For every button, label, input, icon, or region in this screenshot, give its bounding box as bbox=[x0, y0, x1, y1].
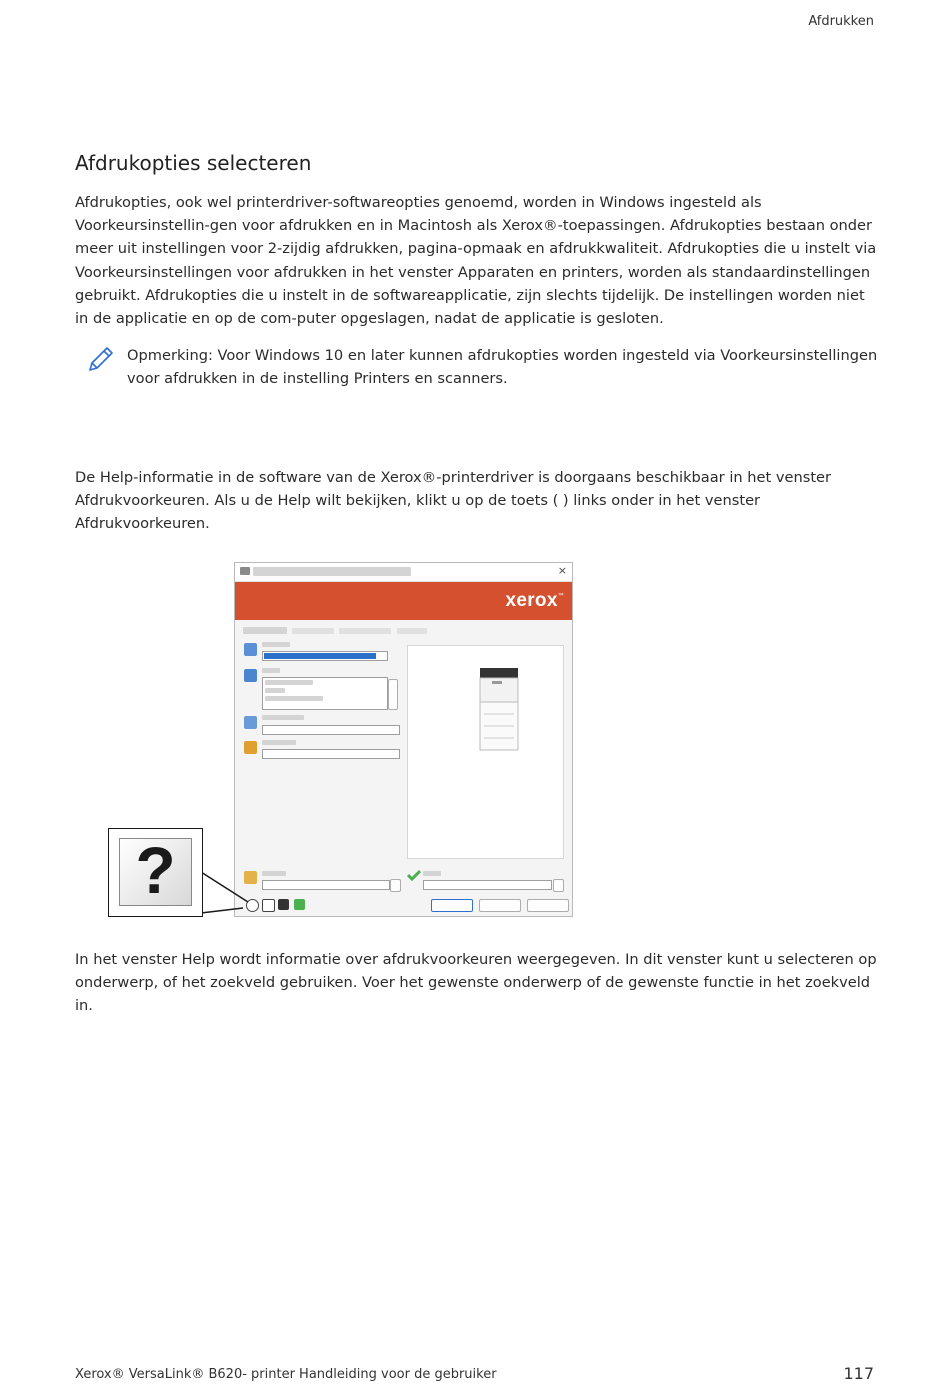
printer-icon bbox=[240, 567, 250, 575]
tab-blurred[interactable] bbox=[292, 628, 334, 634]
help-button-zoom bbox=[119, 833, 192, 907]
layout-select[interactable] bbox=[262, 725, 400, 735]
job-type-select[interactable] bbox=[262, 651, 388, 661]
label-blurred bbox=[262, 642, 290, 647]
help-paragraph: De Help-informatie in de software van de Xerox®-printerdriver is doorgaans beschikbaar in het venster Afdrukvoorkeuren. Als u de Help wilt bekijken, klikt u op de toets ( ) links onder in het venster Afdrukvoorkeuren. bbox=[75, 469, 832, 533]
label-blurred bbox=[262, 715, 304, 720]
layout-icon bbox=[244, 716, 257, 729]
save-icon[interactable] bbox=[278, 899, 289, 910]
finishing-select[interactable] bbox=[262, 749, 400, 759]
footer-title: Xerox® VersaLink® B620- printer Handleiding voor de gebruiker bbox=[75, 1367, 497, 1382]
label-blurred bbox=[262, 668, 280, 673]
printer-preview-panel bbox=[407, 645, 564, 859]
help-button-callout bbox=[108, 828, 203, 917]
help-window-paragraph: In het venster Help wordt informatie over afdrukvoorkeuren weergegeven. In dit venster kunt u selecteren op onderwerp, of het zoekveld gebruiken. Voer het gewenste onderwerp of de gewenste functie in het zoekveld in. bbox=[75, 951, 877, 1015]
tab-blurred[interactable] bbox=[339, 628, 391, 634]
printer-image bbox=[478, 666, 520, 752]
saved-settings-dropdown[interactable] bbox=[390, 879, 401, 892]
duplex-icon bbox=[244, 669, 257, 682]
paper-list[interactable] bbox=[262, 677, 388, 710]
page-number: 117 bbox=[843, 1364, 874, 1383]
summary-button[interactable] bbox=[553, 879, 564, 892]
tab-blurred[interactable] bbox=[243, 627, 287, 634]
ok-button[interactable] bbox=[431, 899, 473, 912]
question-mark-icon: ? bbox=[135, 833, 176, 907]
cancel-button[interactable] bbox=[479, 899, 521, 912]
paper-dropdown-button[interactable] bbox=[388, 679, 398, 710]
window-title-blurred bbox=[253, 567, 411, 576]
saved-settings-select[interactable] bbox=[262, 880, 390, 890]
document-icon bbox=[244, 643, 257, 656]
tab-blurred[interactable] bbox=[397, 628, 427, 634]
apply-button[interactable] bbox=[527, 899, 569, 912]
checkmark-icon bbox=[407, 869, 421, 881]
status-icon[interactable] bbox=[294, 899, 305, 910]
label-blurred bbox=[262, 740, 296, 745]
print-preferences-screenshot bbox=[234, 562, 573, 917]
saved-settings-icon bbox=[244, 871, 257, 884]
intro-paragraph: Afdrukopties, ook wel printerdriver-softwareopties genoemd, worden in Windows ingesteld als Voorkeursinstellin-gen voor afdrukken en in Macintosh als Xerox®-toepassingen. Afdrukopties bestaan onder meer uit instellingen voor 2-zijdig afdrukken, pagina-opmaak en afdrukkwaliteit. Afdrukopties die u instelt via Voorkeursinstellingen voor afdrukken in het venster Apparaten en printers, worden als standaardinstellingen gebruikt. Afdrukopties die u instelt in de softwareapplicatie, zijn slechts tijdelijk. De instellingen worden niet in de applicatie en op de com-puter opgeslagen, nadat de applicatie is gesloten. bbox=[75, 194, 877, 328]
section-title: Afdrukopties selecteren bbox=[75, 151, 312, 175]
window-titlebar bbox=[235, 563, 572, 582]
reset-icon[interactable] bbox=[262, 899, 275, 912]
running-header: Afdrukken bbox=[808, 14, 874, 29]
label-blurred bbox=[423, 871, 441, 876]
label-blurred bbox=[262, 871, 286, 876]
pencil-icon bbox=[86, 344, 116, 374]
close-icon[interactable]: × bbox=[557, 564, 567, 577]
xerox-banner bbox=[235, 582, 572, 620]
help-icon[interactable] bbox=[246, 899, 259, 912]
xerox-logo: xerox™ bbox=[505, 590, 564, 611]
summary-field[interactable] bbox=[423, 880, 552, 890]
finishing-icon bbox=[244, 741, 257, 754]
note-text: Opmerking: Voor Windows 10 en later kunnen afdrukopties worden ingesteld via Voorkeursinstellingen voor afdrukken in de instelling Printers en scanners. bbox=[127, 347, 878, 388]
